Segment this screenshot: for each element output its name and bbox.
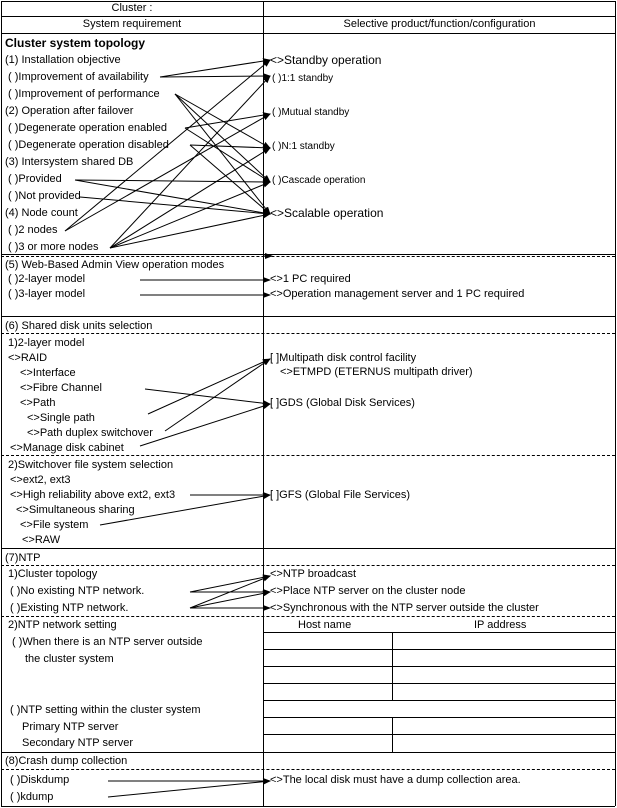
- ntp-req: ( )Existing NTP network.: [10, 602, 129, 614]
- shared-disk-req: <>Path duplex switchover: [27, 427, 153, 439]
- ntp-setting-req: ( )When there is an NTP server outside: [12, 636, 203, 648]
- ntp-setting-req: the cluster system: [25, 653, 114, 665]
- connector-arrow: [80, 197, 270, 214]
- web-admin-req: ( )3-layer model: [8, 288, 86, 300]
- crash-title: (8)Crash dump collection: [5, 755, 128, 767]
- fs-req: <>ext2, ext3: [10, 474, 71, 486]
- ntp-subtitle: 1)Cluster topology: [8, 568, 98, 580]
- connector-arrow: [108, 781, 270, 797]
- topology-option: ( )1:1 standby: [272, 73, 334, 84]
- connector-arrow: [190, 592, 270, 608]
- topology-req: ( )2 nodes: [8, 224, 58, 236]
- topology-option: ( )Cascade operation: [272, 175, 366, 186]
- connector-arrow: [175, 94, 270, 214]
- shared-disk-req: <>Interface: [20, 367, 76, 379]
- ntp-secondary-label: Secondary NTP server: [22, 737, 134, 749]
- shared-disk-req: <>Path: [20, 397, 56, 409]
- connector-arrow: [140, 404, 270, 446]
- topology-req: ( )Improvement of availability: [8, 71, 149, 83]
- connector-arrow: [175, 94, 270, 148]
- ntp-setting-req: ( )NTP setting within the cluster system: [10, 704, 201, 716]
- connector-arrow: [65, 114, 270, 231]
- crash-req: ( )kdump: [10, 791, 54, 803]
- topology-option: <>Scalable operation: [270, 206, 384, 220]
- cluster-label: Cluster :: [111, 2, 153, 14]
- ntp-option: <>Place NTP server on the cluster node: [270, 585, 466, 597]
- topology-option: <>Standby operation: [270, 53, 382, 67]
- ntp-primary-label: Primary NTP server: [22, 721, 119, 733]
- connector-arrow: [160, 76, 270, 77]
- column-header-selection: Selective product/function/configuration: [343, 18, 536, 30]
- web-admin-option: <>Operation management server and 1 PC required: [270, 288, 525, 300]
- shared-disk-req: <>Manage disk cabinet: [10, 442, 124, 454]
- topology-title: Cluster system topology: [5, 36, 146, 50]
- ntp-table-header-ip: IP address: [474, 619, 527, 631]
- shared-disk-option: <>ETMPD (ETERNUS multipath driver): [280, 366, 473, 378]
- fs-req: <>Simultaneous sharing: [16, 504, 135, 516]
- topology-req: (1) Installation objective: [5, 54, 121, 66]
- ntp-option: <>Synchronous with the NTP server outside the cluster: [270, 602, 539, 614]
- web-admin-req: ( )2-layer model: [8, 273, 86, 285]
- topology-req: ( )3 or more nodes: [8, 241, 99, 253]
- topology-option: ( )Mutual standby: [272, 107, 350, 118]
- crash-req: ( )Diskdump: [10, 774, 70, 786]
- ntp-setting-subtitle: 2)NTP network setting: [8, 619, 117, 631]
- shared-disk-req: <>Fibre Channel: [20, 382, 102, 394]
- connector-arrow: [110, 76, 270, 248]
- connector-arrow: [148, 359, 270, 414]
- shared-disk-subtitle: 1)2-layer model: [8, 337, 85, 349]
- fs-subtitle: 2)Switchover file system selection: [8, 459, 174, 471]
- fs-req: <>High reliability above ext2, ext3: [10, 489, 176, 501]
- shared-disk-option: [ ]GDS (Global Disk Services): [270, 397, 415, 409]
- topology-req: (3) Intersystem shared DB: [5, 156, 134, 168]
- ntp-req: ( )No existing NTP network.: [10, 585, 145, 597]
- shared-disk-title: (6) Shared disk units selection: [5, 320, 153, 332]
- crash-option: <>The local disk must have a dump collection area.: [270, 774, 521, 786]
- ntp-option: <>NTP broadcast: [270, 568, 357, 580]
- fs-req: <>File system: [20, 519, 89, 531]
- topology-req: (4) Node count: [5, 207, 78, 219]
- connector-arrow: [65, 60, 270, 231]
- topology-req: ( )Provided: [8, 173, 62, 185]
- connector-arrow: [190, 576, 270, 592]
- topology-req: (2) Operation after failover: [5, 105, 134, 117]
- connector-arrow: [160, 60, 270, 77]
- fs-req: <>RAW: [22, 534, 61, 546]
- shared-disk-req: <>RAID: [8, 352, 48, 364]
- fs-option: [ ]GFS (Global File Services): [270, 489, 410, 501]
- shared-disk-req: <>Single path: [27, 412, 95, 424]
- topology-req: ( )Improvement of performance: [8, 88, 160, 100]
- ntp-table-header-host: Host name: [298, 619, 352, 631]
- topology-req: ( )Degenerate operation enabled: [8, 122, 168, 134]
- web-admin-title: (5) Web-Based Admin View operation modes: [5, 259, 225, 271]
- connector-arrow: [110, 214, 270, 248]
- ntp-title: (7)NTP: [5, 552, 41, 564]
- topology-req: ( )Not provided: [8, 190, 81, 202]
- topology-option: ( )N:1 standby: [272, 141, 335, 152]
- connector-arrow: [165, 359, 270, 431]
- connector-arrow: [110, 148, 270, 248]
- connector-arrow: [100, 495, 270, 525]
- topology-req: ( )Degenerate operation disabled: [8, 139, 169, 151]
- shared-disk-option: [ ]Multipath disk control facility: [270, 352, 417, 364]
- web-admin-option: <>1 PC required: [270, 273, 351, 285]
- connector-arrow: [175, 94, 270, 182]
- column-header-requirement: System requirement: [82, 18, 182, 30]
